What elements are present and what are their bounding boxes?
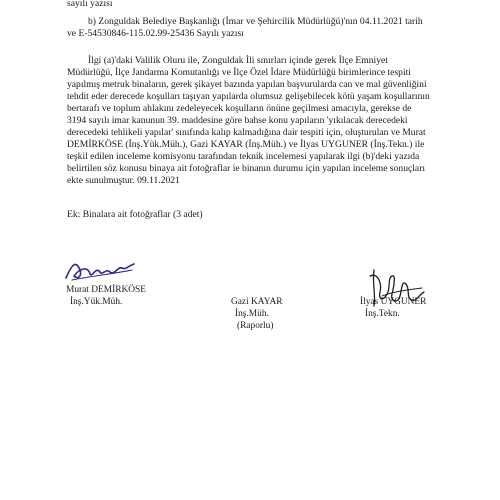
signatory-3-name: İlyas UYGUNER (360, 297, 427, 307)
signatory-3-title: İnş.Tekn. (365, 309, 400, 319)
body-line: İlgi (a)'daki Valilik Oluru ile, Zonguldak İli sınırları içinde gerek İlçe Emniyet (88, 55, 388, 66)
signatory-2-note: (Raporlu) (237, 321, 274, 331)
body-line: Müdürlüğü, İlçe Jandarma Komutanlığı ve İlçe Özel İdare Müdürlüğü birimlerince tespiti (67, 67, 411, 78)
top-line: sayılı yazısı (67, 0, 113, 9)
reference-b-line-1: b) Zonguldak Belediye Başkanlığı (İmar ve Şehircilik Müdürlüğü)'nın 04.11.2021 tarih (88, 16, 423, 27)
signatory-2-title: İnş.Müh. (235, 309, 269, 319)
signatory-2-name: Gazi KAYAR (231, 297, 283, 307)
body-line: 3194 sayılı imar kanunun 39. maddesine göre bahse konu yapıların 'yıkılacak derecedeki (67, 115, 408, 126)
signatory-1-title: İnş.Yük.Müh. (70, 297, 123, 307)
body-line: bertarafı ve toplum ahlakını zedeleyecek koşulların önüne geçilmesi amacıyla, gerekse de (67, 103, 412, 114)
body-line: ekte sunulmuştur. 09.11.2021 (67, 175, 180, 186)
body-line: DEMİRKÖSE (İnş.Yük.Müh.), Gazi KAYAR (İnş.Müh.) ve İlyas UYGUNER (İnş.Tekn.) ile (67, 139, 425, 150)
body-line: teşkil edilen inceleme komisyonu tarafından teknik incelemesi yapılarak ilgi (b)'deki yazıda (67, 151, 420, 162)
body-line: derecedeki tehlikeli yapılar' sınıfında kalıp kalmadığına dair tespiti için, oluşturulan ve Murat (67, 127, 426, 138)
body-line: tehdit eder derecede koşulları taşıyan yapılarda olumsuz gelişebilecek kötü yaşam koşullarının (67, 91, 430, 102)
reference-b-line-2: ve E-54530846-115.02.99-25436 Sayılı yazısı (67, 28, 244, 39)
signatory-1-name: Murat DEMİRKÖSE (66, 285, 146, 295)
signature-murat (62, 256, 138, 286)
body-line: yapılmış metruk binaların, gerek şikayet bazında yapılan başvurularda can ve mal güvenliğini (67, 79, 427, 90)
body-line: belirtilen söz konusu binaya ait fotoğraflar ie binanın durumu için yapılan inceleme sonuçları (67, 163, 426, 174)
attachment-line: Ek: Binalara ait fotoğraflar (3 adet) (67, 209, 203, 220)
